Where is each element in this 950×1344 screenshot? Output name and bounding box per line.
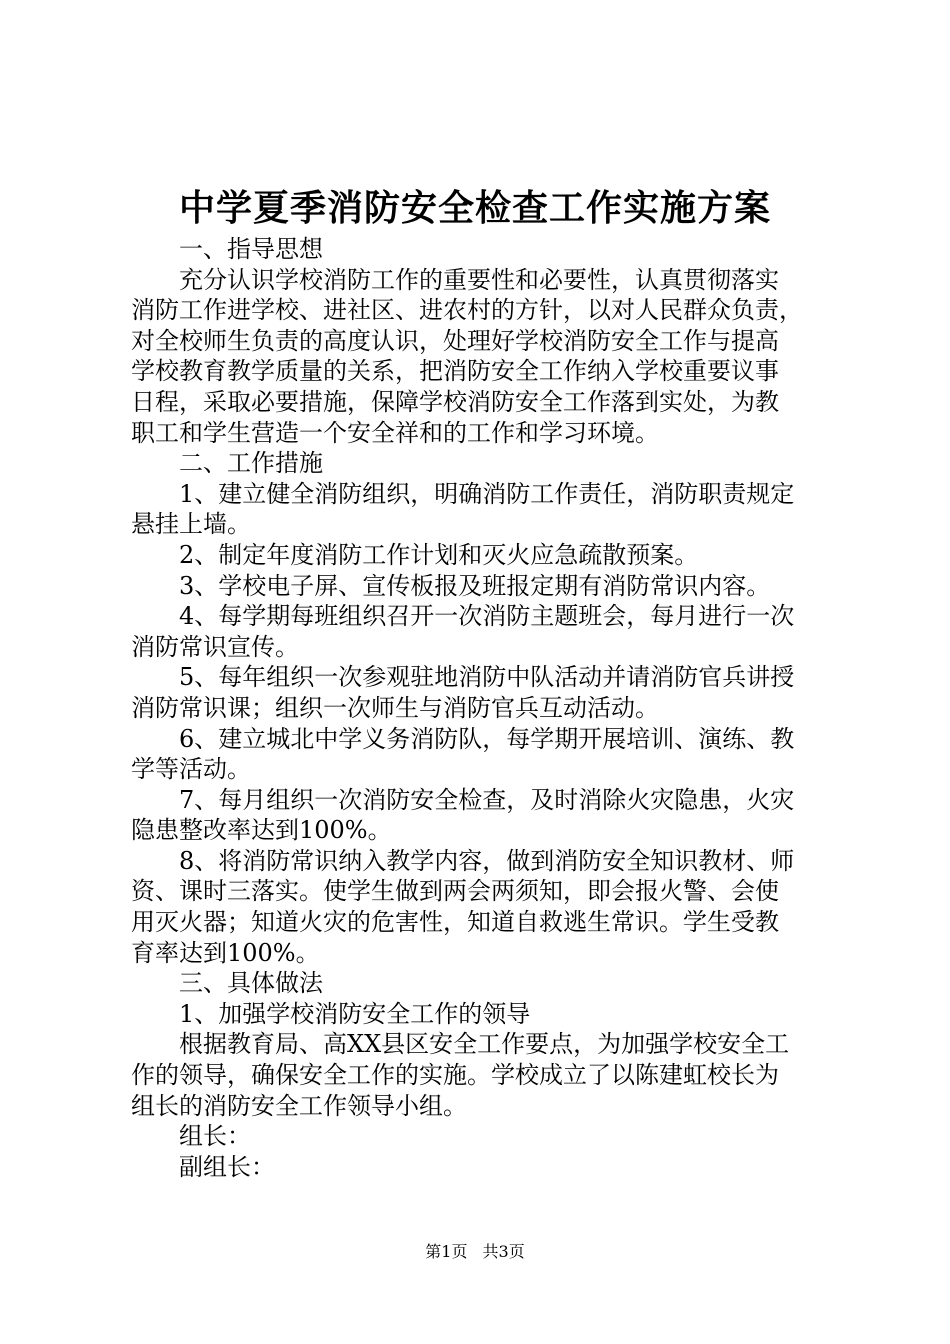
text-line: 消防工作进学校、进社区、进农村的方针，以对人民群众负责， [131, 296, 803, 325]
text-line: 育率达到100%。 [131, 938, 320, 967]
text-line: 充分认识学校消防工作的重要性和必要性，认真贯彻落实 [179, 265, 779, 294]
text-line: 7、每月组织一次消防安全检查，及时消除火灾隐患，火灾 [179, 785, 795, 814]
text-line: 组长： [179, 1122, 251, 1151]
text-line: 作的领导，确保安全工作的实施。学校成立了以陈建虹校长为 [131, 1061, 779, 1090]
text-line: 资、课时三落实。使学生做到两会两须知，即会报火警、会使 [131, 877, 779, 906]
text-line: 三、具体做法 [179, 969, 323, 998]
text-line: 8、将消防常识纳入教学内容，做到消防安全知识教材、师 [179, 846, 795, 875]
document-body [131, 234, 831, 1182]
text-line: 日程，采取必要措施，保障学校消防安全工作落到实处，为教 [131, 387, 779, 416]
text-line: 根据教育局、高XX县区安全工作要点，为加强学校安全工 [179, 1030, 790, 1059]
text-line: 1、建立健全消防组织，明确消防工作责任，消防职责规定 [179, 479, 795, 508]
text-line: 6、建立城北中学义务消防队，每学期开展培训、演练、教 [179, 724, 795, 753]
text-line: 一、指导思想 [179, 235, 323, 263]
text-line: 消防常识课；组织一次师生与消防官兵互动活动。 [131, 693, 659, 722]
text-line: 5、每年组织一次参观驻地消防中队活动并请消防官兵讲授 [179, 663, 795, 692]
text-line: 对全校师生负责的高度认识，处理好学校消防安全工作与提高 [131, 326, 779, 355]
page-footer [0, 1240, 950, 1264]
text-line: 学校教育教学质量的关系，把消防安全工作纳入学校重要议事 [131, 357, 779, 386]
document-title: 中学夏季消防安全检查工作实施方案 [178, 187, 771, 229]
text-line: 组长的消防安全工作领导小组。 [131, 1091, 467, 1120]
text-line: 用灭火器；知道火灾的危害性，知道自救逃生常识。学生受教 [131, 908, 779, 937]
text-line: 职工和学生营造一个安全祥和的工作和学习环境。 [131, 418, 659, 447]
text-line: 1、加强学校消防安全工作的领导 [179, 999, 531, 1028]
text-line: 副组长： [179, 1152, 275, 1181]
text-line: 学等活动。 [131, 755, 251, 784]
text-line: 2、制定年度消防工作计划和灭火应急疏散预案。 [179, 540, 699, 569]
text-line: 二、工作措施 [179, 449, 323, 478]
page-number: 第1页 [425, 1242, 468, 1261]
text-line: 4、每学期每班组织召开一次消防主题班会，每月进行一次 [179, 602, 795, 631]
text-line: 3、学校电子屏、宣传板报及班报定期有消防常识内容。 [179, 571, 771, 600]
page-total: 共3页 [482, 1242, 525, 1261]
text-line: 隐患整改率达到100%。 [131, 816, 392, 845]
text-line: 消防常识宣传。 [131, 632, 299, 661]
text-line: 悬挂上墙。 [131, 510, 251, 539]
